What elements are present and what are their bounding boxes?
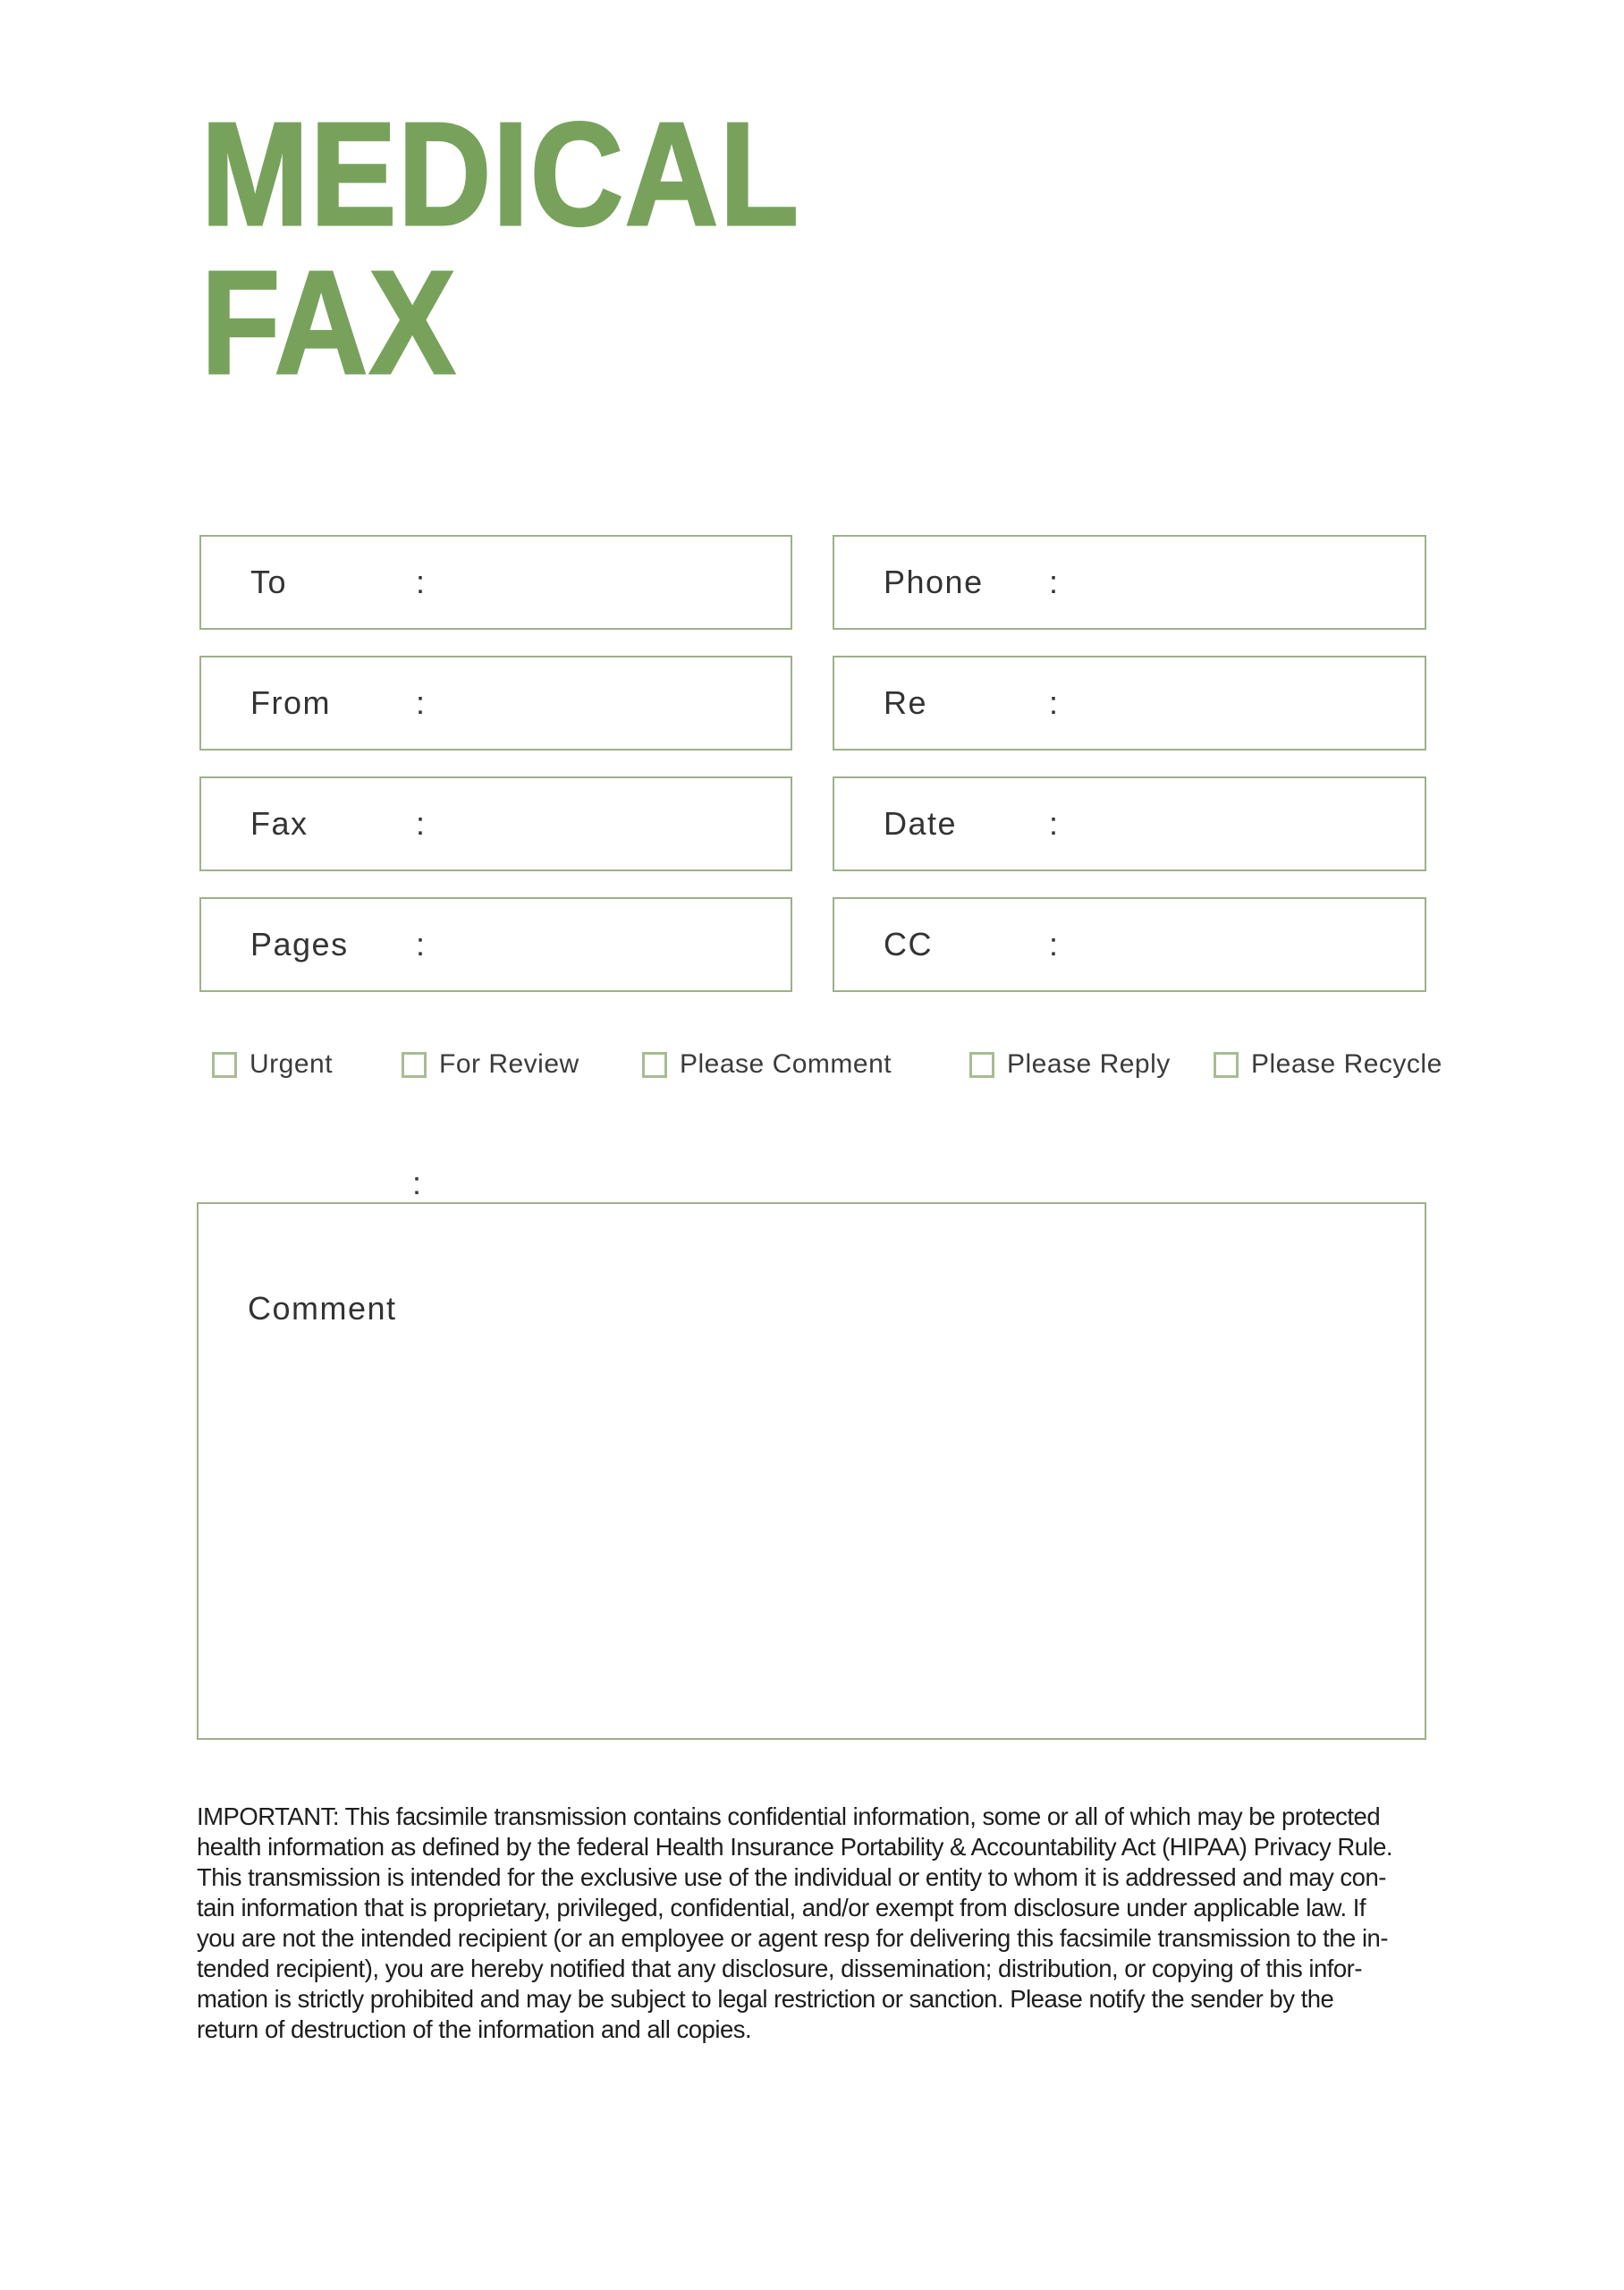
disclaimer-line: This transmission is intended for the exclusive use of the individual or entity to whom it is addressed and may con- xyxy=(197,1863,1386,1891)
please-comment-checkbox-label: Please Comment xyxy=(680,1049,892,1079)
field-colon: : xyxy=(416,564,427,600)
field-colon: : xyxy=(1049,564,1060,600)
comment-label: Comment xyxy=(248,1290,397,1327)
please-reply-checkbox[interactable] xyxy=(969,1052,994,1078)
disclaimer-line: tain information that is proprietary, privileged, confidential, and/or exempt from disclosure under applicable law. If xyxy=(197,1894,1366,1921)
field-box-re[interactable] xyxy=(833,656,1426,751)
disclaimer-line: IMPORTANT: This facsimile transmission contains confidential information, some or all of which may be protected xyxy=(197,1802,1381,1830)
field-label-phone: Phone xyxy=(884,564,984,600)
field-colon: : xyxy=(1049,926,1060,963)
field-box-to[interactable] xyxy=(199,535,792,630)
disclaimer-line: you are not the intended recipient (or an employee or agent resp for delivering this facsimile transmission to the in- xyxy=(197,1924,1389,1952)
page-title-line1: MEDICAL xyxy=(201,92,800,256)
page-title-line2: FAX xyxy=(201,241,457,404)
please-comment-checkbox[interactable] xyxy=(642,1052,667,1078)
disclaimer-line: tended recipient), you are hereby notified that any disclosure, dissemination; distribution, or copying of this infor- xyxy=(197,1955,1362,1982)
checkbox-item-urgent[interactable] xyxy=(212,1049,333,1080)
checkbox-item-please-comment[interactable] xyxy=(642,1049,892,1080)
field-box-fax[interactable] xyxy=(199,776,792,871)
comment-box[interactable] xyxy=(197,1202,1426,1740)
field-box-pages[interactable] xyxy=(199,897,792,992)
field-box-date[interactable] xyxy=(833,776,1426,871)
disclaimer xyxy=(197,1802,1449,2045)
comment-stray-colon: : xyxy=(412,1165,422,1201)
field-label-re: Re xyxy=(884,684,928,721)
field-label-date: Date xyxy=(884,805,958,842)
field-box-from[interactable] xyxy=(199,656,792,751)
field-colon: : xyxy=(416,684,427,721)
field-box-phone[interactable] xyxy=(833,535,1426,630)
checkbox-item-please-recycle[interactable] xyxy=(1214,1049,1442,1080)
please-reply-checkbox-label: Please Reply xyxy=(1007,1049,1171,1079)
checkbox-item-for-review[interactable] xyxy=(402,1049,579,1080)
field-label-to: To xyxy=(250,564,288,600)
disclaimer-line: mation is strictly prohibited and may be subject to legal restriction or sanction. Please notify the sender by the xyxy=(197,1985,1334,2013)
field-label-pages: Pages xyxy=(250,926,349,963)
checkbox-row xyxy=(0,1049,1624,1085)
field-box-cc[interactable] xyxy=(833,897,1426,992)
field-colon: : xyxy=(416,805,427,842)
field-grid xyxy=(199,535,1426,992)
field-label-from: From xyxy=(250,684,331,721)
for-review-checkbox-label: For Review xyxy=(439,1049,579,1079)
checkbox-item-please-reply[interactable] xyxy=(969,1049,1171,1080)
disclaimer-line: return of destruction of the information and all copies. xyxy=(197,2015,752,2043)
field-colon: : xyxy=(1049,684,1060,721)
disclaimer-line: health information as defined by the federal Health Insurance Portability & Accountability Act (HIPAA) Privacy Rule. xyxy=(197,1833,1393,1861)
field-colon: : xyxy=(416,926,427,963)
field-label-cc: CC xyxy=(884,926,933,963)
please-recycle-checkbox[interactable] xyxy=(1214,1052,1239,1078)
page-title xyxy=(201,92,800,404)
urgent-checkbox[interactable] xyxy=(212,1052,237,1078)
please-recycle-checkbox-label: Please Recycle xyxy=(1251,1049,1442,1079)
urgent-checkbox-label: Urgent xyxy=(250,1049,334,1079)
for-review-checkbox[interactable] xyxy=(402,1052,427,1078)
field-label-fax: Fax xyxy=(250,805,309,842)
field-colon: : xyxy=(1049,805,1060,842)
